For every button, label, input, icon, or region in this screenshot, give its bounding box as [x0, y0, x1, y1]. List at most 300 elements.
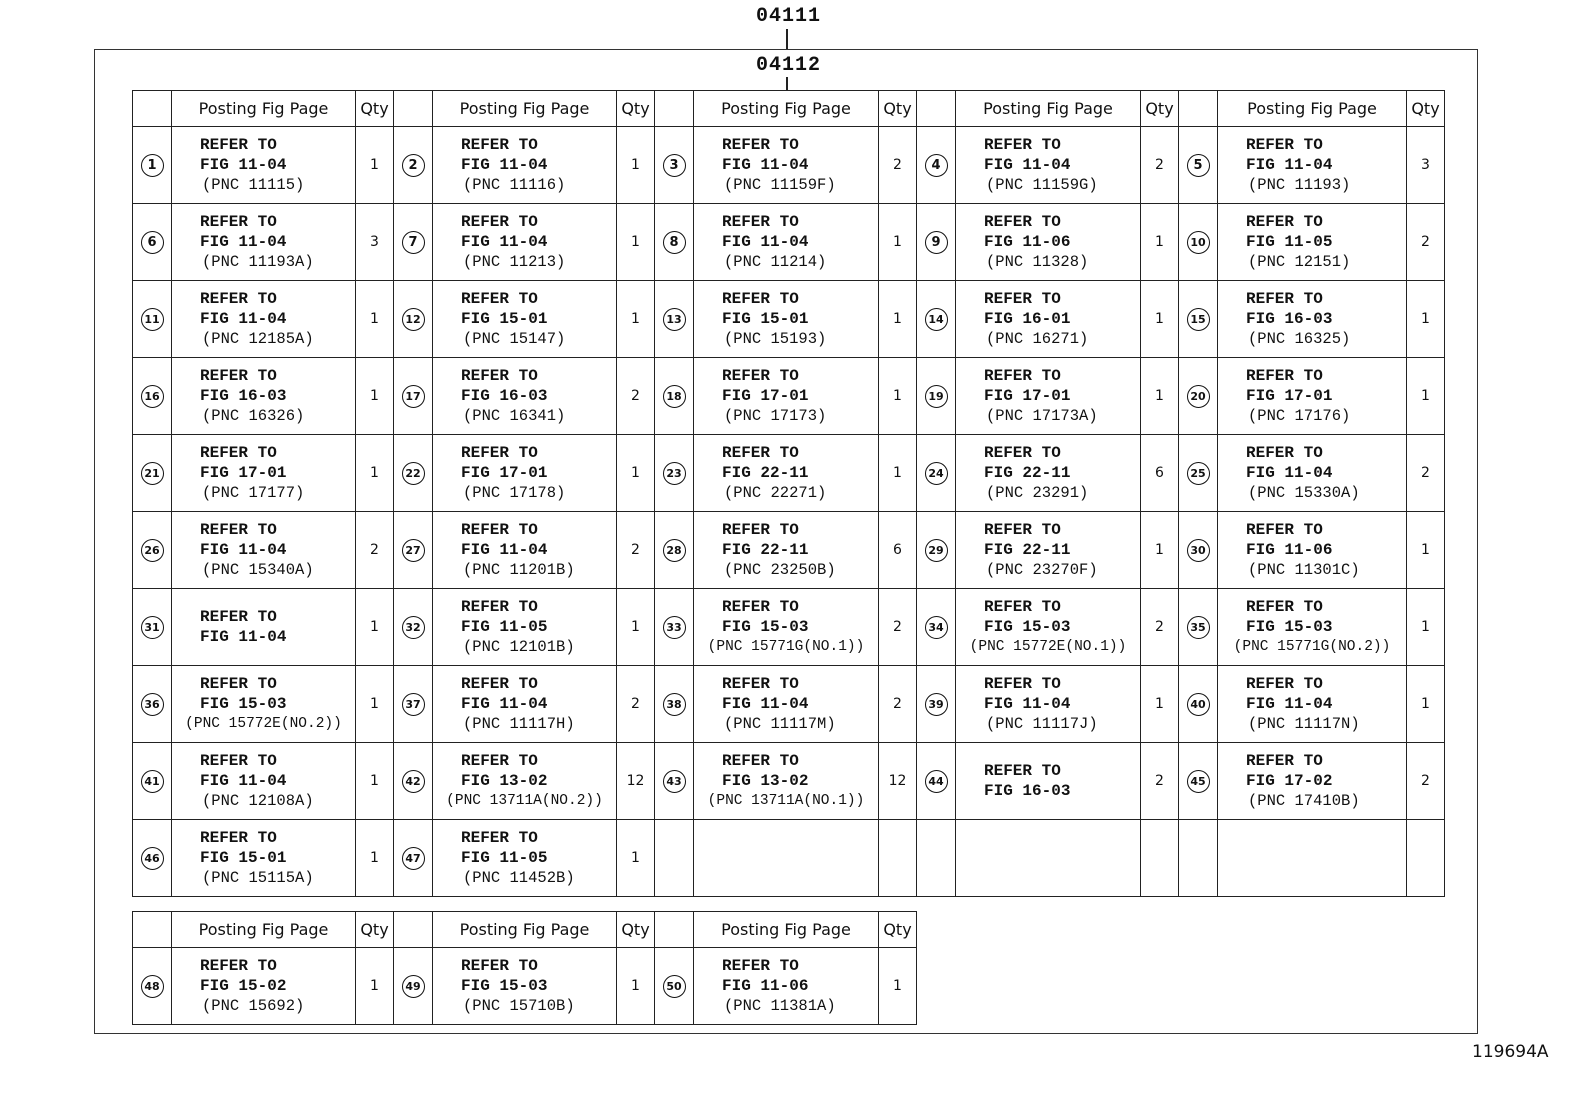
qty-cell: 1: [617, 435, 655, 512]
item-number-cell: [133, 743, 172, 820]
item-number-cell: [917, 358, 956, 435]
qty-cell: 6: [1141, 435, 1179, 512]
fig-reference: FIG 11-04: [461, 541, 548, 559]
pnc-reference: (PNC 11117M): [724, 715, 836, 733]
fig-reference: FIG 17-01: [1246, 387, 1333, 405]
posting-fig-page-cell: [956, 127, 1141, 204]
refer-to-label: REFER TO: [984, 367, 1061, 385]
refer-to-label: REFER TO: [200, 957, 277, 975]
refer-to-label: REFER TO: [1246, 521, 1323, 539]
pnc-reference: (PNC 13711A(NO.2)): [446, 793, 603, 809]
posting-fig-page-cell: [433, 589, 617, 666]
posting-fig-page-cell: [956, 666, 1141, 743]
refer-to-label: REFER TO: [984, 213, 1061, 231]
refer-to-label: REFER TO: [722, 290, 799, 308]
posting-fig-page-cell: [172, 512, 356, 589]
item-number-badge: 38: [663, 693, 686, 716]
refer-to-label: REFER TO: [200, 367, 277, 385]
posting-fig-page-cell: [172, 589, 356, 666]
posting-fig-page-cell: [433, 948, 617, 1025]
pnc-reference: (PNC 15193): [724, 330, 827, 348]
fig-reference: FIG 17-01: [200, 464, 287, 482]
item-number-cell: [655, 512, 694, 589]
item-number-badge: 6: [141, 231, 164, 254]
assembly-leader-line: [786, 29, 788, 49]
posting-fig-page-cell: [1218, 127, 1407, 204]
posting-fig-page-cell: [956, 281, 1141, 358]
item-number-badge: 36: [141, 693, 164, 716]
posting-fig-page-cell: [1218, 281, 1407, 358]
pnc-reference: (PNC 16325): [1248, 330, 1351, 348]
fig-reference: FIG 17-01: [461, 464, 548, 482]
refer-to-label: REFER TO: [461, 598, 538, 616]
item-number-cell: [133, 666, 172, 743]
item-number-badge: 39: [925, 693, 948, 716]
item-number-cell: [655, 435, 694, 512]
fig-reference: FIG 15-03: [1246, 618, 1333, 636]
item-number-badge: 5: [1187, 154, 1210, 177]
qty-cell: 12: [879, 743, 917, 820]
qty-cell: 3: [1407, 127, 1445, 204]
refer-to-label: REFER TO: [1246, 675, 1323, 693]
item-number-cell: [1179, 666, 1218, 743]
fig-reference: FIG 15-03: [984, 618, 1071, 636]
refer-to-label: REFER TO: [984, 136, 1061, 154]
posting-fig-page-cell: [1218, 820, 1407, 897]
pnc-reference: (PNC 15330A): [1248, 484, 1360, 502]
pnc-reference: (PNC 17173A): [986, 407, 1098, 425]
qty-cell: 3: [356, 204, 394, 281]
qty-cell: 1: [356, 589, 394, 666]
item-number-cell: [655, 743, 694, 820]
fig-reference: FIG 11-04: [200, 233, 287, 251]
item-number-cell: [655, 281, 694, 358]
header-posting-fig-page: Posting Fig Page: [433, 91, 617, 127]
qty-cell: 1: [879, 358, 917, 435]
qty-cell: 12: [617, 743, 655, 820]
item-number-cell: [917, 512, 956, 589]
item-number-cell: [394, 512, 433, 589]
table-row: [133, 358, 1445, 435]
item-number-cell: [655, 204, 694, 281]
pnc-reference: (PNC 11117N): [1248, 715, 1360, 733]
fig-reference: FIG 16-03: [200, 387, 287, 405]
qty-cell: 2: [1407, 743, 1445, 820]
subassembly-number: 04112: [756, 54, 822, 77]
item-number-cell: [394, 281, 433, 358]
item-number-cell: [1179, 512, 1218, 589]
item-number-cell: [917, 281, 956, 358]
qty-cell: 6: [879, 512, 917, 589]
pnc-reference: (PNC 11213): [463, 253, 566, 271]
pnc-reference: (PNC 11301C): [1248, 561, 1360, 579]
drawing-code: 119694A: [1472, 1042, 1549, 1062]
refer-to-label: REFER TO: [461, 367, 538, 385]
item-number-badge: 25: [1187, 462, 1210, 485]
item-number-badge: 26: [141, 539, 164, 562]
posting-fig-page-cell: [956, 435, 1141, 512]
pnc-reference: (PNC 11159G): [986, 176, 1098, 194]
item-number-cell: [655, 589, 694, 666]
fig-reference: FIG 11-06: [722, 977, 809, 995]
qty-cell: 1: [879, 204, 917, 281]
posting-fig-page-cell: [956, 820, 1141, 897]
item-number-cell: [655, 948, 694, 1025]
fig-reference: FIG 16-03: [984, 782, 1071, 800]
posting-fig-page-cell: [694, 358, 879, 435]
table-row: [133, 281, 1445, 358]
item-number-badge: 7: [402, 231, 425, 254]
pnc-reference: (PNC 12151): [1248, 253, 1351, 271]
item-number-badge: 27: [402, 539, 425, 562]
item-number-badge: 41: [141, 770, 164, 793]
fig-reference: FIG 11-05: [461, 849, 548, 867]
fig-reference: FIG 17-02: [1246, 772, 1333, 790]
posting-fig-page-cell: [433, 204, 617, 281]
posting-fig-page-cell: [172, 281, 356, 358]
posting-fig-page-cell: [172, 435, 356, 512]
item-number-badge: 28: [663, 539, 686, 562]
header-number-blank: [655, 912, 694, 948]
item-number-cell: [1179, 589, 1218, 666]
posting-fig-page-cell: [694, 666, 879, 743]
item-number-cell: [1179, 281, 1218, 358]
fig-reference: FIG 13-02: [461, 772, 548, 790]
qty-cell: 1: [1141, 204, 1179, 281]
pnc-reference: (PNC 16341): [463, 407, 566, 425]
posting-fig-page-cell: [956, 743, 1141, 820]
refer-to-label: REFER TO: [200, 752, 277, 770]
header-number-blank: [394, 912, 433, 948]
header-number-blank: [133, 91, 172, 127]
fig-reference: FIG 15-01: [722, 310, 809, 328]
header-posting-fig-page: Posting Fig Page: [172, 912, 356, 948]
item-number-cell: [917, 204, 956, 281]
item-number-badge: 20: [1187, 385, 1210, 408]
fig-reference: FIG 22-11: [722, 464, 809, 482]
posting-fig-page-cell: [694, 820, 879, 897]
refer-to-label: REFER TO: [722, 957, 799, 975]
header-posting-fig-page: Posting Fig Page: [694, 91, 879, 127]
item-number-badge: 22: [402, 462, 425, 485]
posting-fig-page-cell: [1218, 204, 1407, 281]
pnc-reference: (PNC 23270F): [986, 561, 1098, 579]
item-number-badge: 13: [663, 308, 686, 331]
posting-fig-page-cell: [433, 281, 617, 358]
table-row: [133, 948, 917, 1025]
posting-fig-page-cell: [433, 435, 617, 512]
refer-to-label: REFER TO: [461, 136, 538, 154]
item-number-badge: 23: [663, 462, 686, 485]
pnc-reference: (PNC 11116): [463, 176, 566, 194]
item-number-badge: 44: [925, 770, 948, 793]
posting-fig-page-cell: [433, 358, 617, 435]
refer-to-label: REFER TO: [1246, 444, 1323, 462]
pnc-reference: (PNC 15340A): [202, 561, 314, 579]
fig-reference: FIG 13-02: [722, 772, 809, 790]
posting-fig-page-cell: [172, 127, 356, 204]
item-number-cell: [394, 948, 433, 1025]
item-number-cell: [917, 743, 956, 820]
refer-to-label: REFER TO: [200, 521, 277, 539]
qty-cell: 1: [879, 435, 917, 512]
fig-reference: FIG 22-11: [984, 541, 1071, 559]
refer-to-label: REFER TO: [200, 290, 277, 308]
pnc-reference: (PNC 11193): [1248, 176, 1351, 194]
pnc-reference: (PNC 17178): [463, 484, 566, 502]
item-number-badge: 48: [141, 975, 164, 998]
refer-to-label: REFER TO: [461, 521, 538, 539]
fig-reference: FIG 11-04: [984, 156, 1071, 174]
header-posting-fig-page: Posting Fig Page: [1218, 91, 1407, 127]
fig-reference: FIG 11-04: [200, 156, 287, 174]
qty-cell: 1: [1141, 281, 1179, 358]
item-number-badge: 47: [402, 847, 425, 870]
posting-fig-page-cell: [956, 204, 1141, 281]
refer-to-label: REFER TO: [461, 957, 538, 975]
fig-reference: FIG 11-04: [1246, 464, 1333, 482]
item-number-badge: 32: [402, 616, 425, 639]
refer-to-label: REFER TO: [200, 608, 277, 626]
item-number-badge: 1: [141, 154, 164, 177]
qty-cell: 1: [1141, 666, 1179, 743]
item-number-cell: [394, 127, 433, 204]
refer-to-label: REFER TO: [1246, 752, 1323, 770]
qty-cell: 1: [1141, 512, 1179, 589]
header-number-blank: [655, 91, 694, 127]
posting-fig-page-cell: [694, 743, 879, 820]
pnc-reference: (PNC 12185A): [202, 330, 314, 348]
fig-reference: FIG 11-06: [1246, 541, 1333, 559]
item-number-cell: [394, 820, 433, 897]
item-number-badge: 2: [402, 154, 425, 177]
qty-cell: 1: [617, 948, 655, 1025]
posting-fig-page-cell: [172, 948, 356, 1025]
qty-cell: 1: [617, 589, 655, 666]
item-number-cell: [394, 666, 433, 743]
posting-fig-page-cell: [956, 512, 1141, 589]
item-number-badge: 45: [1187, 770, 1210, 793]
fig-reference: FIG 11-04: [984, 695, 1071, 713]
qty-cell: 2: [1141, 127, 1179, 204]
item-number-cell: [133, 820, 172, 897]
pnc-reference: (PNC 13711A(NO.1)): [707, 793, 865, 809]
fig-reference: FIG 15-02: [200, 977, 287, 995]
qty-cell: 1: [356, 435, 394, 512]
posting-fig-page-cell: [172, 743, 356, 820]
qty-cell: 2: [617, 358, 655, 435]
refer-to-label: REFER TO: [722, 752, 799, 770]
posting-fig-page-cell: [694, 948, 879, 1025]
header-row: [133, 91, 1445, 127]
parts-reference-table: [132, 911, 917, 1025]
pnc-reference: (PNC 12108A): [202, 792, 314, 810]
pnc-reference: (PNC 17176): [1248, 407, 1351, 425]
item-number-cell: [133, 589, 172, 666]
pnc-reference: (PNC 11159F): [724, 176, 836, 194]
item-number-cell: [394, 358, 433, 435]
header-number-blank: [1179, 91, 1218, 127]
fig-reference: FIG 15-01: [461, 310, 548, 328]
item-number-badge: 40: [1187, 693, 1210, 716]
item-number-badge: 24: [925, 462, 948, 485]
pnc-reference: (PNC 11115): [202, 176, 305, 194]
refer-to-label: REFER TO: [984, 521, 1061, 539]
refer-to-label: REFER TO: [722, 521, 799, 539]
item-number-cell: [917, 589, 956, 666]
header-posting-fig-page: Posting Fig Page: [694, 912, 879, 948]
qty-cell: 2: [1141, 589, 1179, 666]
item-number-badge: 12: [402, 308, 425, 331]
qty-cell: 1: [356, 666, 394, 743]
posting-fig-page-cell: [1218, 589, 1407, 666]
refer-to-label: REFER TO: [984, 762, 1061, 780]
qty-cell: 2: [1407, 435, 1445, 512]
item-number-badge: 19: [925, 385, 948, 408]
item-number-cell: [1179, 743, 1218, 820]
refer-to-label: REFER TO: [200, 829, 277, 847]
qty-cell: 1: [1407, 358, 1445, 435]
posting-fig-page-cell: [433, 666, 617, 743]
posting-fig-page-cell: [956, 589, 1141, 666]
posting-fig-page-cell: [433, 743, 617, 820]
item-number-badge: 49: [402, 975, 425, 998]
item-number-cell: [1179, 820, 1218, 897]
table-row: [133, 743, 1445, 820]
fig-reference: FIG 11-04: [1246, 156, 1333, 174]
qty-cell: 2: [1407, 204, 1445, 281]
refer-to-label: REFER TO: [722, 367, 799, 385]
header-qty: Qty: [617, 91, 655, 127]
qty-cell: 2: [617, 512, 655, 589]
item-number-badge: 50: [663, 975, 686, 998]
qty-cell: 1: [617, 127, 655, 204]
posting-fig-page-cell: [1218, 435, 1407, 512]
pnc-reference: (PNC 16271): [986, 330, 1089, 348]
header-number-blank: [394, 91, 433, 127]
fig-reference: FIG 15-01: [200, 849, 287, 867]
fig-reference: FIG 11-04: [722, 156, 809, 174]
refer-to-label: REFER TO: [200, 136, 277, 154]
posting-fig-page-cell: [694, 589, 879, 666]
posting-fig-page-cell: [1218, 743, 1407, 820]
item-number-badge: 31: [141, 616, 164, 639]
refer-to-label: REFER TO: [200, 213, 277, 231]
qty-cell: 2: [617, 666, 655, 743]
qty-cell: 1: [356, 127, 394, 204]
posting-fig-page-cell: [1218, 666, 1407, 743]
refer-to-label: REFER TO: [984, 290, 1061, 308]
header-posting-fig-page: Posting Fig Page: [433, 912, 617, 948]
pnc-reference: (PNC 11117J): [986, 715, 1098, 733]
subassembly-leader-line: [786, 77, 788, 90]
fig-reference: FIG 16-03: [461, 387, 548, 405]
qty-cell: 1: [1407, 666, 1445, 743]
refer-to-label: REFER TO: [1246, 598, 1323, 616]
refer-to-label: REFER TO: [1246, 367, 1323, 385]
fig-reference: FIG 17-01: [984, 387, 1071, 405]
qty-cell: 2: [1141, 743, 1179, 820]
posting-fig-page-cell: [694, 204, 879, 281]
pnc-reference: (PNC 15147): [463, 330, 566, 348]
qty-cell: 1: [879, 281, 917, 358]
item-number-cell: [917, 666, 956, 743]
pnc-reference: (PNC 11328): [986, 253, 1089, 271]
refer-to-label: REFER TO: [200, 675, 277, 693]
qty-cell: [1407, 820, 1445, 897]
pnc-reference: (PNC 17177): [202, 484, 305, 502]
qty-cell: 1: [356, 820, 394, 897]
fig-reference: FIG 16-01: [984, 310, 1071, 328]
refer-to-label: REFER TO: [984, 598, 1061, 616]
table-row: [133, 435, 1445, 512]
refer-to-label: REFER TO: [1246, 136, 1323, 154]
item-number-cell: [394, 435, 433, 512]
pnc-reference: (PNC 11117H): [463, 715, 575, 733]
fig-reference: FIG 22-11: [984, 464, 1071, 482]
refer-to-label: REFER TO: [1246, 290, 1323, 308]
refer-to-label: REFER TO: [722, 598, 799, 616]
posting-fig-page-cell: [172, 204, 356, 281]
fig-reference: FIG 11-04: [200, 628, 287, 646]
item-number-badge: 11: [141, 308, 164, 331]
posting-fig-page-cell: [433, 127, 617, 204]
posting-fig-page-cell: [1218, 358, 1407, 435]
header-posting-fig-page: Posting Fig Page: [172, 91, 356, 127]
header-qty: Qty: [356, 91, 394, 127]
pnc-reference: (PNC 15772E(NO.2)): [185, 716, 342, 732]
item-number-badge: 46: [141, 847, 164, 870]
item-number-badge: 4: [925, 154, 948, 177]
pnc-reference: (PNC 17410B): [1248, 792, 1360, 810]
pnc-reference: (PNC 11452B): [463, 869, 575, 887]
item-number-badge: 34: [925, 616, 948, 639]
fig-reference: FIG 11-04: [722, 695, 809, 713]
item-number-cell: [133, 204, 172, 281]
pnc-reference: (PNC 11214): [724, 253, 827, 271]
posting-fig-page-cell: [694, 435, 879, 512]
fig-reference: FIG 11-04: [461, 233, 548, 251]
pnc-reference: (PNC 15771G(NO.1)): [707, 639, 865, 655]
fig-reference: FIG 16-03: [1246, 310, 1333, 328]
refer-to-label: REFER TO: [722, 675, 799, 693]
pnc-reference: (PNC 16326): [202, 407, 305, 425]
refer-to-label: REFER TO: [461, 213, 538, 231]
item-number-cell: [1179, 358, 1218, 435]
refer-to-label: REFER TO: [461, 829, 538, 847]
item-number-cell: [133, 281, 172, 358]
header-qty: Qty: [879, 912, 917, 948]
posting-fig-page-cell: [172, 358, 356, 435]
item-number-badge: 33: [663, 616, 686, 639]
pnc-reference: (PNC 11193A): [202, 253, 314, 271]
header-posting-fig-page: Posting Fig Page: [956, 91, 1141, 127]
posting-fig-page-cell: [433, 820, 617, 897]
item-number-badge: 3: [663, 154, 686, 177]
qty-cell: [879, 820, 917, 897]
item-number-badge: 15: [1187, 308, 1210, 331]
item-number-cell: [655, 127, 694, 204]
qty-cell: 1: [1407, 589, 1445, 666]
pnc-reference: (PNC 15710B): [463, 997, 575, 1015]
item-number-cell: [1179, 127, 1218, 204]
pnc-reference: (PNC 11381A): [724, 997, 836, 1015]
posting-fig-page-cell: [694, 512, 879, 589]
table-row: [133, 666, 1445, 743]
item-number-badge: 30: [1187, 539, 1210, 562]
posting-fig-page-cell: [1218, 512, 1407, 589]
refer-to-label: REFER TO: [722, 136, 799, 154]
